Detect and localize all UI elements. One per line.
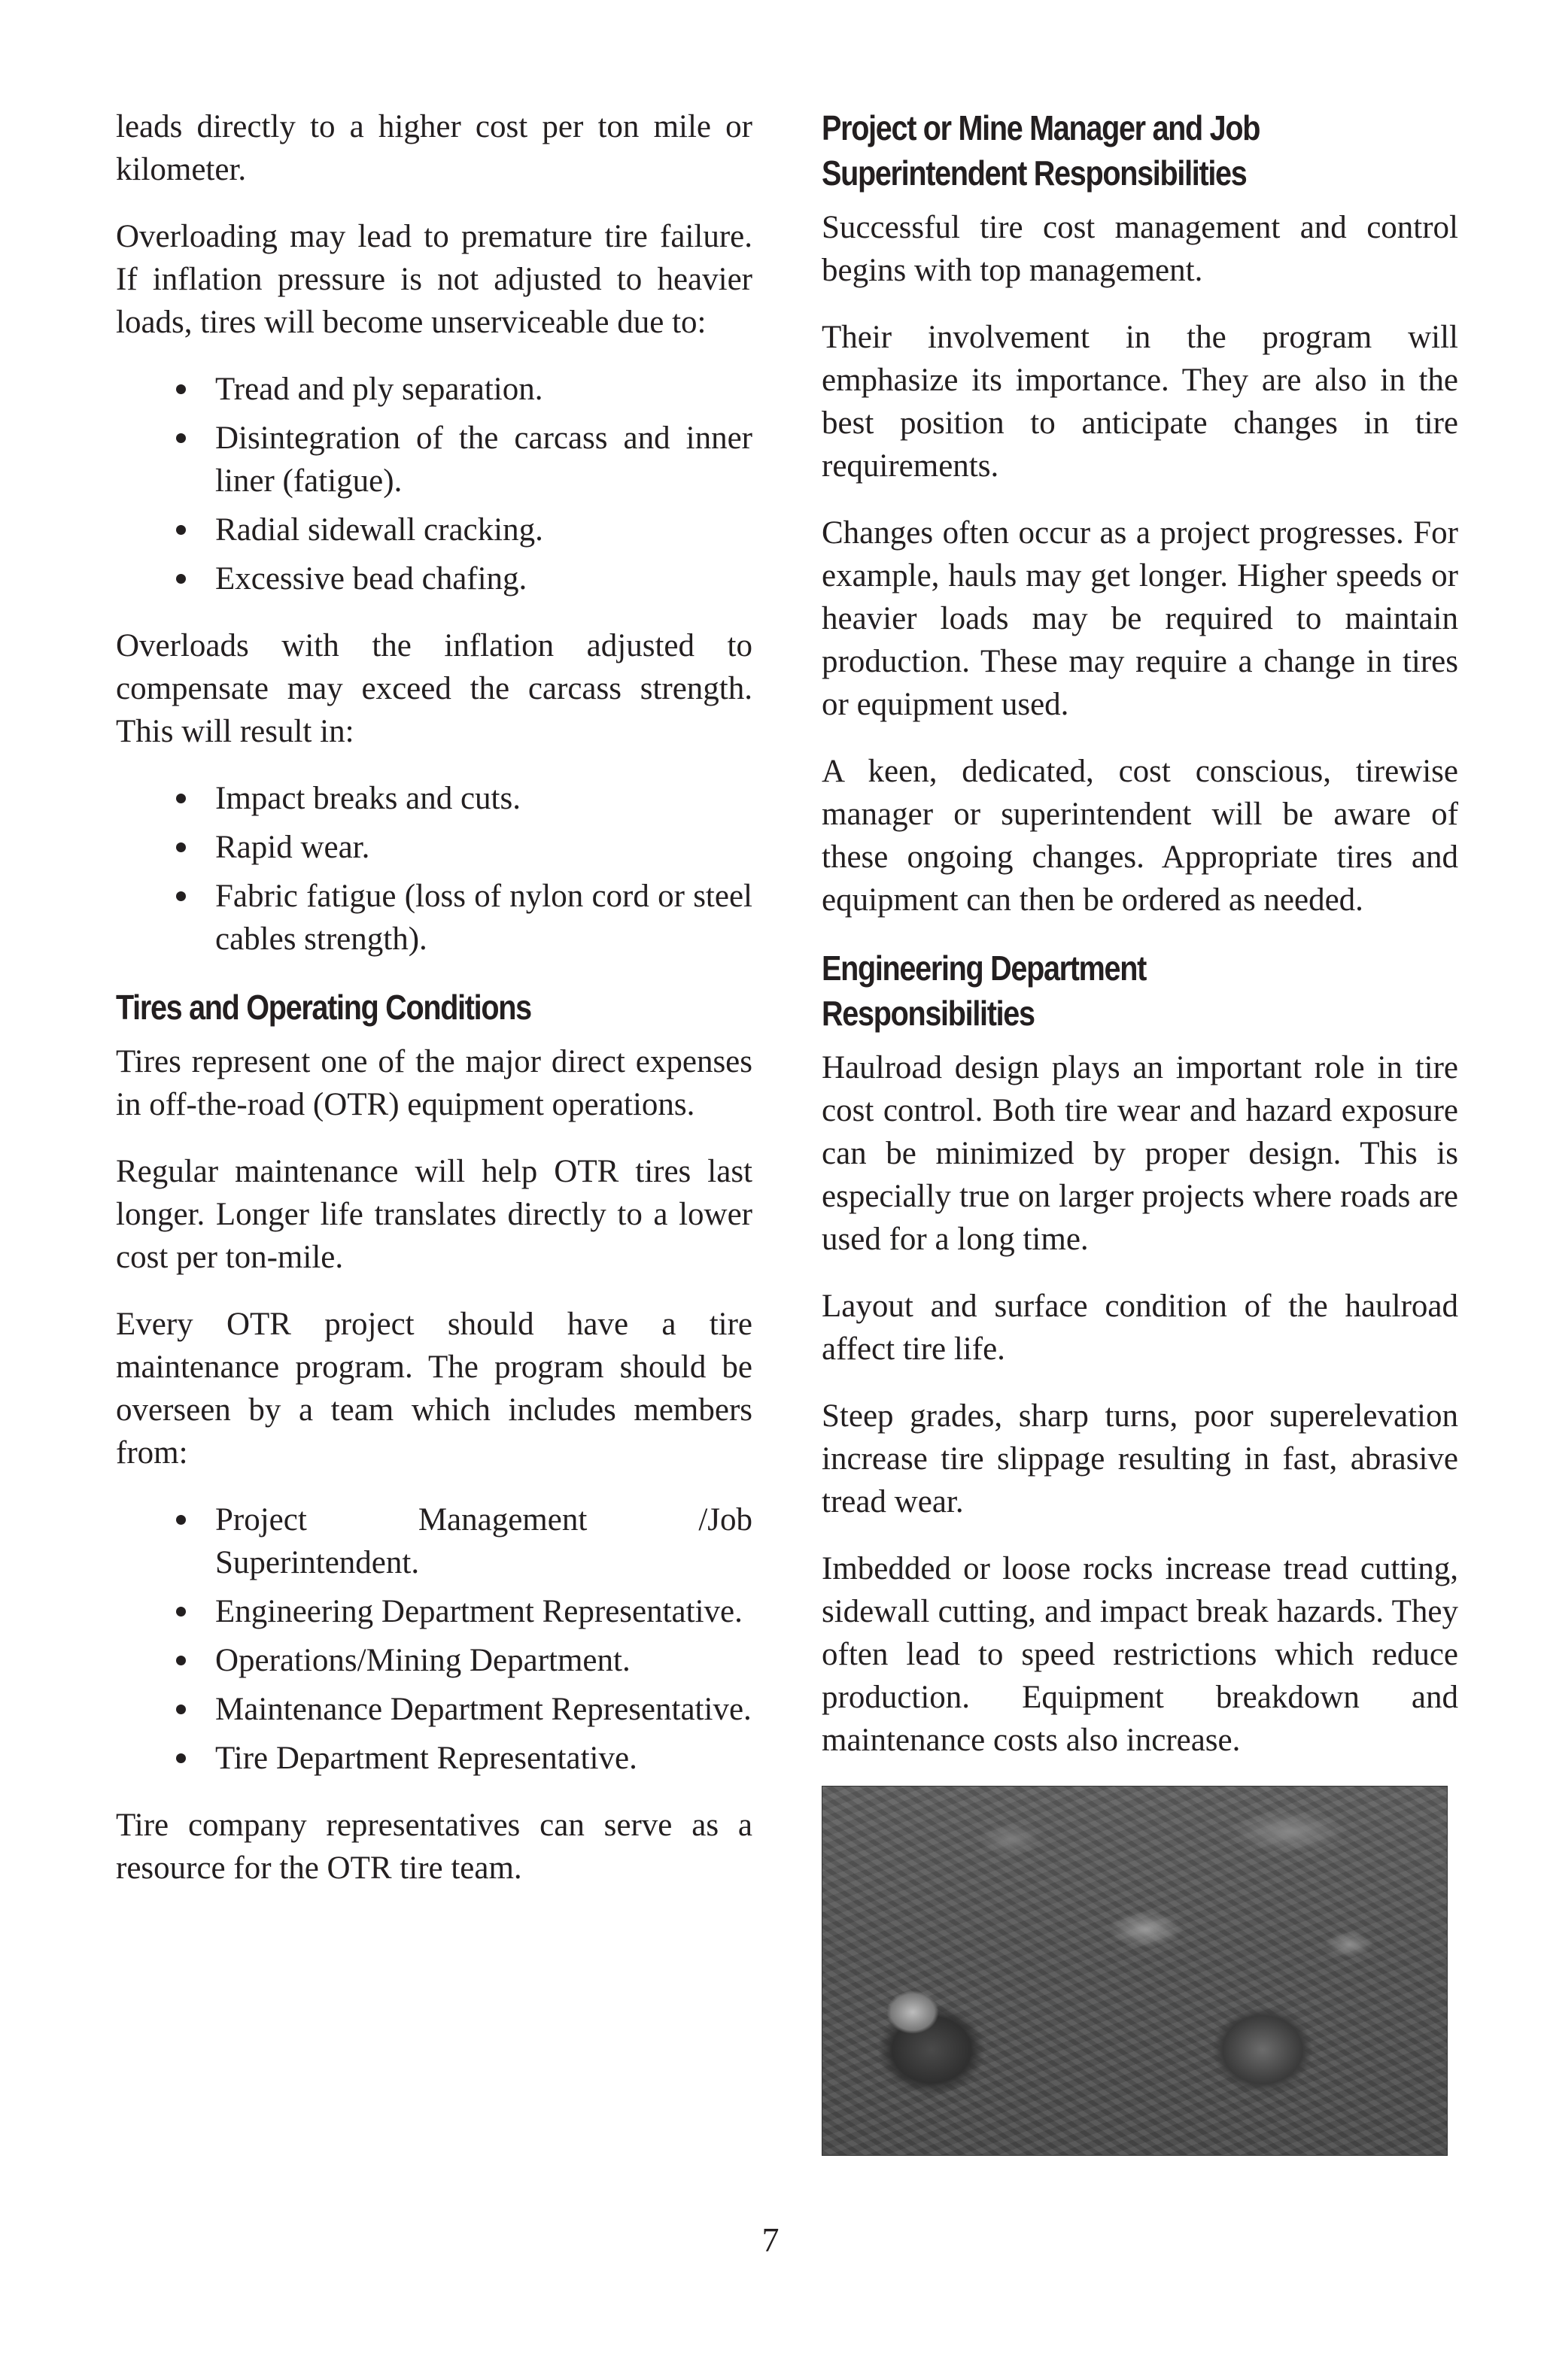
section-heading xyxy=(822,946,1369,1036)
list-item: Operations/Mining Department. xyxy=(116,1639,752,1682)
paragraph: Imbedded or loose rocks increase tread cutting, sidewall cutting, and impact break hazards. They often lead to speed restrictions which reduce production. Equipment breakdown and maintenance costs also increase. xyxy=(822,1551,1458,1758)
bullet-list xyxy=(116,1498,752,1780)
paragraph: Successful tire cost management and control begins with top management. xyxy=(822,210,1458,288)
list-item: Fabric fatigue (loss of nylon cord or steel cables strength). xyxy=(116,875,752,961)
list-item: Rapid wear. xyxy=(116,826,752,869)
paragraph: Haulroad design plays an important role in tire cost control. Both tire wear and hazard exposure can be minimized by proper design. This is especially true on larger projects where roads are used for a long time. xyxy=(822,1050,1458,1257)
paragraph: Overloads with the inflation adjusted to compensate may exceed the carcass strength. This will result in: xyxy=(116,628,752,749)
paragraph: Overloading may lead to premature tire failure. If inflation pressure is not adjusted to heavier loads, tires will become unserviceable due to: xyxy=(116,219,752,340)
section-heading xyxy=(822,105,1369,196)
bullet-list xyxy=(116,368,752,600)
heading-line: Project or Mine Manager and Job xyxy=(822,108,1260,147)
heading-line: Superintendent Responsibilities xyxy=(822,153,1247,193)
paragraph: Changes often occur as a project progresses. For example, hauls may get longer. Higher speeds or heavier loads may be required to maintain production. These may require a change in tires or equipment used. xyxy=(822,515,1458,722)
paragraph: leads directly to a higher cost per ton mile or kilometer. xyxy=(116,109,752,187)
paragraph: Layout and surface condition of the haulroad affect tire life. xyxy=(822,1289,1458,1367)
list-item: Radial sidewall cracking. xyxy=(116,508,752,551)
bullet-list xyxy=(116,777,752,961)
list-item: Engineering Department Representative. xyxy=(116,1590,752,1633)
list-item: Impact breaks and cuts. xyxy=(116,777,752,820)
paragraph: Every OTR project should have a tire maintenance program. The program should be overseen by a team which includes members from: xyxy=(116,1307,752,1471)
paragraph: Tires represent one of the major direct expenses in off-the-road (OTR) equipment operations. xyxy=(116,1044,752,1122)
section-heading: Tires and Operating Conditions xyxy=(116,988,531,1027)
paragraph: A keen, dedicated, cost conscious, tirewise manager or superintendent will be aware of these ongoing changes. Appropriate tires and equipment can then be ordered as needed. xyxy=(822,754,1458,918)
paragraph: Tire company representatives can serve as a resource for the OTR tire team. xyxy=(116,1808,752,1886)
heading-line: Engineering Department xyxy=(822,949,1147,988)
list-item: Disintegration of the carcass and inner liner (fatigue). xyxy=(116,417,752,502)
right-column xyxy=(822,105,1458,2156)
left-column xyxy=(116,105,752,1914)
list-item: Maintenance Department Representative. xyxy=(116,1688,752,1731)
heading-line: Responsibilities xyxy=(822,994,1035,1033)
page-number: 7 xyxy=(761,2221,780,2259)
list-item: Tread and ply separation. xyxy=(116,368,752,411)
list-item: Tire Department Representative. xyxy=(116,1737,752,1780)
paragraph: Their involvement in the program will emphasize its importance. They are also in the best position to anticipate changes in tire requirements. xyxy=(822,320,1458,484)
paragraph: Steep grades, sharp turns, poor superelevation increase tire slippage resulting in fast, abrasive tread wear. xyxy=(822,1398,1458,1519)
paragraph: Regular maintenance will help OTR tires last longer. Longer life translates directly to a lower cost per ton-mile. xyxy=(116,1154,752,1275)
list-item: Excessive bead chafing. xyxy=(116,557,752,600)
list-item: Project Management /Job Superintendent. xyxy=(116,1498,752,1584)
haulroad-rocks-photo xyxy=(822,1786,1448,2156)
